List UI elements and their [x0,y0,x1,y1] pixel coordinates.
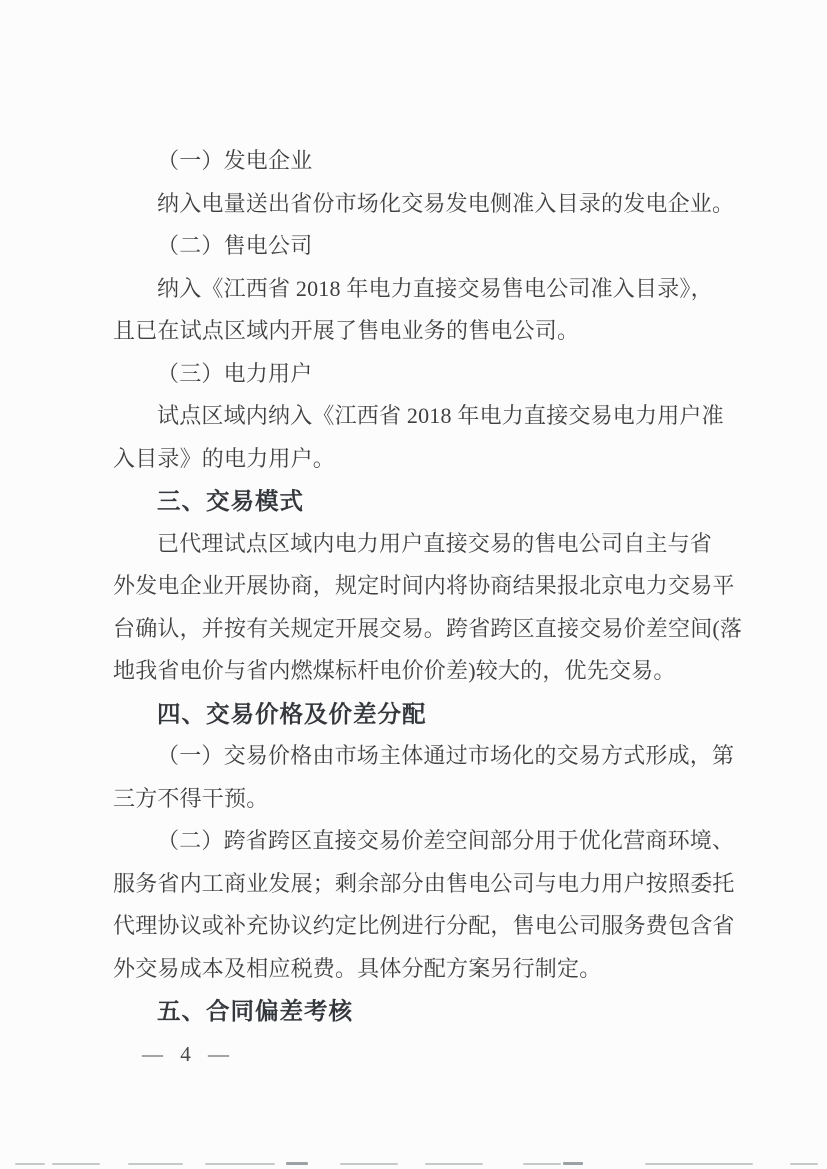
text-line: 台确认，并按有关规定开展交易。跨省跨区直接交易价差空间(落 [113,615,743,641]
text-line: 外发电企业开展协商，规定时间内将协商结果报北京电力交易平 [113,573,735,598]
text-line: 纳入《江西省 2018 年电力直接交易售电公司准入目录》， [157,275,713,301]
scan-artifact-dash [128,1163,183,1165]
section-heading: 三、交易模式 [157,488,304,514]
text-line: 已代理试点区域内电力用户直接交易的售电公司自主与省 [157,530,713,556]
text-line: 且已在试点区域内开展了售电业务的售电公司。 [113,318,580,343]
text-line: 服务省内工商业发展；剩余部分由售电公司与电力用户按照委托 [113,870,735,896]
scan-artifact-dash [205,1163,275,1165]
text-line: 代理协议或补充协议约定比例进行分配，售电公司服务费包含省 [113,913,735,938]
text-line: （一）发电企业 [157,148,313,173]
text-line: 纳入电量送出省份市场化交易发电侧准入目录的发电企业。 [157,190,735,216]
text-line: 外交易成本及相应税费。具体分配方案另行制定。 [113,955,602,981]
scan-artifact-dash [790,1163,818,1165]
text-line: （二）售电公司 [157,233,313,258]
text-line: 地我省电价与省内燃煤标杆电价价差)较大的，优先交易。 [113,658,676,683]
page-number: — 4 — [142,1042,233,1066]
text-line: （二）跨省跨区直接交易价差空间部分用于优化营商环境、 [157,828,735,853]
scan-artifact-dash [645,1163,753,1165]
text-line: （三）电力用户 [157,360,313,386]
scan-artifact-dash [15,1163,45,1165]
scan-artifact-dash [563,1162,583,1165]
scan-artifact-dash [340,1163,398,1165]
text-line: 三方不得干预。 [113,785,269,811]
text-line: （一）交易价格由市场主体通过市场化的交易方式形成，第 [157,743,735,768]
section-heading: 四、交易价格及价差分配 [157,700,427,727]
scan-artifact-dash [286,1162,308,1165]
scan-artifact-dash [523,1163,561,1165]
text-line: 试点区域内纳入《江西省 2018 年电力直接交易电力用户准 [157,403,724,428]
scan-artifact-dash [425,1163,483,1165]
document-body [113,140,753,1033]
section-heading: 五、合同偏差考核 [157,998,353,1024]
text-line: 入目录》的电力用户。 [113,445,336,471]
scan-artifact-dash [52,1163,100,1165]
